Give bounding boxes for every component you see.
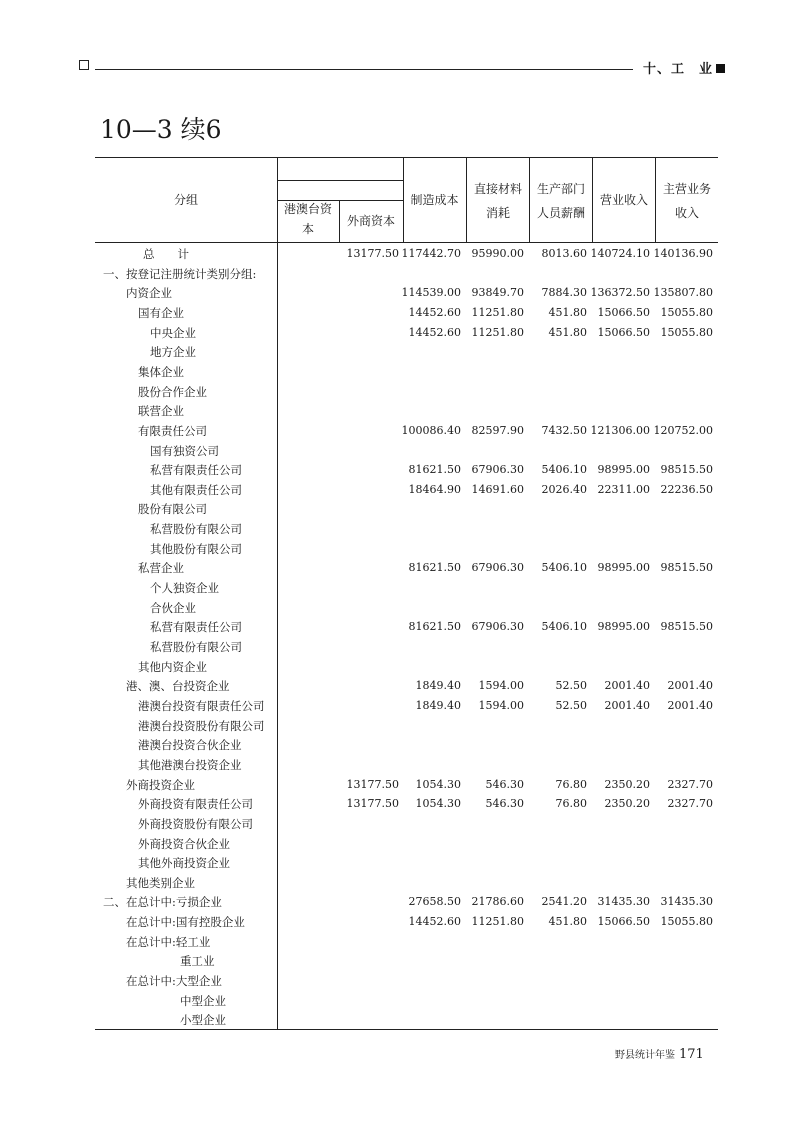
table-row — [95, 342, 718, 362]
table-row — [95, 283, 718, 303]
row-value: 98995.00 — [597, 620, 650, 634]
row-label: 港澳台投资合伙企业 — [138, 738, 242, 753]
table-row — [95, 834, 718, 854]
row-value: 2350.20 — [604, 797, 650, 811]
col-header-revenue: 营业收入 — [599, 193, 648, 207]
row-value: 22311.00 — [597, 482, 650, 496]
row-label: 一、按登记注册统计类别分组: — [103, 266, 257, 281]
table-row — [95, 814, 718, 834]
row-value: 15055.80 — [660, 325, 713, 339]
row-value: 15055.80 — [660, 305, 713, 319]
row-value: 13177.50 — [346, 797, 399, 811]
row-value: 117442.70 — [401, 247, 461, 260]
row-value: 18464.90 — [408, 482, 461, 496]
table-row — [95, 794, 718, 814]
row-value: 13177.50 — [346, 247, 399, 260]
col-header-main-revenue: 主营业务收入 — [662, 182, 711, 220]
row-label: 在总计中:轻工业 — [126, 934, 211, 949]
row-value: 2327.70 — [667, 797, 713, 811]
header-rule — [95, 69, 633, 70]
col-header-hk-capital: 港澳台资本 — [283, 202, 332, 236]
row-value: 14691.60 — [471, 482, 524, 496]
row-label: 地方企业 — [150, 345, 196, 360]
row-label: 集体企业 — [138, 364, 184, 379]
row-label: 其他有限责任公司 — [150, 482, 242, 497]
row-label: 其他类别企业 — [126, 875, 195, 890]
column-divider — [655, 157, 656, 242]
row-value: 31435.30 — [597, 895, 650, 909]
table-header-rule — [95, 242, 718, 243]
row-value: 14452.60 — [408, 305, 461, 319]
row-label: 股份合作企业 — [138, 384, 207, 399]
table-row — [95, 932, 718, 952]
table-row — [95, 657, 718, 677]
row-label: 私营有限责任公司 — [150, 463, 242, 478]
table-row — [95, 460, 718, 480]
filled-square-icon — [716, 64, 725, 73]
table-row — [95, 873, 718, 893]
column-divider — [592, 157, 593, 242]
col-header-prod-wages: 生产部门人员薪酬 — [536, 182, 585, 220]
row-label: 外商投资股份有限公司 — [138, 816, 253, 831]
row-value: 121306.00 — [590, 423, 650, 437]
row-label: 其他港澳台投资企业 — [138, 757, 242, 772]
row-value: 5406.10 — [541, 463, 587, 477]
row-value: 67906.30 — [471, 463, 524, 477]
table-row — [95, 676, 718, 696]
row-value: 2327.70 — [667, 777, 713, 791]
row-value: 5406.10 — [541, 561, 587, 575]
row-value: 98995.00 — [597, 463, 650, 477]
row-label: 二、在总计中:亏损企业 — [103, 895, 222, 910]
table-row — [95, 755, 718, 775]
page-number: 171 — [679, 1047, 704, 1062]
row-label: 外商投资合伙企业 — [138, 836, 230, 851]
row-value: 2001.40 — [667, 698, 713, 712]
row-value: 7432.50 — [541, 423, 587, 437]
row-value: 81621.50 — [408, 620, 461, 634]
table-row — [95, 539, 718, 559]
row-value: 15055.80 — [660, 915, 713, 929]
row-value: 8013.60 — [541, 247, 587, 260]
row-value: 2541.20 — [541, 895, 587, 909]
row-value: 81621.50 — [408, 463, 461, 477]
col-header-mfg-cost: 制造成本 — [410, 193, 459, 207]
table-row — [95, 991, 718, 1011]
row-label: 合伙企业 — [150, 600, 196, 615]
row-value: 1054.30 — [415, 777, 461, 791]
row-label: 港、澳、台投资企业 — [126, 679, 230, 694]
table-row — [95, 598, 718, 618]
row-value: 82597.90 — [471, 423, 524, 437]
row-label: 港澳台投资股份有限公司 — [138, 718, 265, 733]
table-row — [95, 480, 718, 500]
row-value: 98995.00 — [597, 561, 650, 575]
row-label: 个人独资企业 — [150, 581, 219, 596]
row-value: 81621.50 — [408, 561, 461, 575]
row-value: 22236.50 — [660, 482, 713, 496]
table-row — [95, 421, 718, 441]
table-row — [95, 617, 718, 637]
row-label: 私营有限责任公司 — [150, 620, 242, 635]
col-header-direct-material: 直接材料消耗 — [473, 182, 522, 220]
column-divider — [466, 157, 467, 242]
row-value: 1849.40 — [415, 679, 461, 693]
row-value: 15066.50 — [597, 915, 650, 929]
row-value: 52.50 — [555, 679, 587, 693]
row-value: 1054.30 — [415, 797, 461, 811]
row-value: 67906.30 — [471, 561, 524, 575]
table-row — [95, 951, 718, 971]
column-divider — [403, 157, 404, 242]
row-value: 451.80 — [548, 915, 587, 929]
table-row — [95, 401, 718, 421]
table-row — [95, 499, 718, 519]
row-value: 2001.40 — [604, 698, 650, 712]
row-value: 1594.00 — [478, 679, 524, 693]
row-label: 国有企业 — [138, 305, 184, 320]
table-row — [95, 1010, 718, 1030]
row-label: 其他股份有限公司 — [150, 541, 242, 556]
table-row — [95, 323, 718, 343]
row-value: 7884.30 — [541, 286, 587, 300]
row-label: 其他外商投资企业 — [138, 856, 230, 871]
row-value: 114539.00 — [401, 286, 461, 300]
table-row — [95, 362, 718, 382]
row-value: 27658.50 — [408, 895, 461, 909]
row-label: 股份有限公司 — [138, 502, 207, 517]
column-divider — [529, 157, 530, 242]
row-value: 14452.60 — [408, 915, 461, 929]
row-label: 总 计 — [143, 247, 189, 261]
row-value: 76.80 — [555, 777, 587, 791]
table-title: 10—3 续6 — [100, 115, 222, 144]
row-value: 451.80 — [548, 325, 587, 339]
table-row — [95, 441, 718, 461]
row-label: 小型企业 — [180, 1013, 226, 1028]
row-value: 93849.70 — [471, 286, 524, 300]
row-label: 私营企业 — [138, 561, 184, 576]
row-value: 52.50 — [555, 698, 587, 712]
section-label: 十、工 业 — [643, 58, 725, 77]
row-label: 内资企业 — [126, 286, 172, 301]
header-square-icon — [79, 60, 89, 70]
row-value: 15066.50 — [597, 305, 650, 319]
row-value: 140136.90 — [653, 247, 713, 260]
row-value: 100086.40 — [401, 423, 461, 437]
row-value: 2001.40 — [604, 679, 650, 693]
page-footer — [615, 1046, 704, 1062]
table-row — [95, 244, 718, 264]
row-value: 31435.30 — [660, 895, 713, 909]
table-row — [95, 578, 718, 598]
row-value: 546.30 — [485, 797, 524, 811]
column-divider — [339, 200, 340, 242]
row-value: 14452.60 — [408, 325, 461, 339]
table-row — [95, 971, 718, 991]
table-top-rule — [95, 157, 718, 158]
publication-name: 野县统计年鉴 — [615, 1050, 675, 1061]
row-value: 120752.00 — [653, 423, 713, 437]
row-label: 外商投资企业 — [126, 777, 195, 792]
row-value: 11251.80 — [471, 305, 524, 319]
row-label: 在总计中:大型企业 — [126, 974, 222, 989]
row-value: 95990.00 — [471, 247, 524, 260]
row-label: 重工业 — [180, 954, 215, 969]
table-row — [95, 735, 718, 755]
row-value: 136372.50 — [590, 286, 650, 300]
row-label: 中型企业 — [180, 993, 226, 1008]
row-value: 1849.40 — [415, 698, 461, 712]
table-row — [95, 637, 718, 657]
col-header-group: 分组 — [173, 193, 198, 207]
header-subrule — [277, 180, 403, 181]
row-label: 在总计中:国有控股企业 — [126, 915, 245, 930]
col-header-foreign-capital: 外商资本 — [346, 214, 395, 228]
table-row — [95, 853, 718, 873]
table-row — [95, 303, 718, 323]
table-row — [95, 892, 718, 912]
row-value: 11251.80 — [471, 325, 524, 339]
row-value: 5406.10 — [541, 620, 587, 634]
table-row — [95, 912, 718, 932]
row-label: 港澳台投资有限责任公司 — [138, 698, 265, 713]
row-value: 2001.40 — [667, 679, 713, 693]
row-value: 135807.80 — [653, 286, 713, 300]
row-value: 13177.50 — [346, 777, 399, 791]
table-row — [95, 264, 718, 284]
row-value: 11251.80 — [471, 915, 524, 929]
table-row — [95, 775, 718, 795]
row-value: 2026.40 — [541, 482, 587, 496]
row-value: 15066.50 — [597, 325, 650, 339]
row-value: 67906.30 — [471, 620, 524, 634]
table-row — [95, 519, 718, 539]
row-value: 98515.50 — [660, 561, 713, 575]
row-value: 21786.60 — [471, 895, 524, 909]
row-value: 98515.50 — [660, 620, 713, 634]
table-row — [95, 716, 718, 736]
row-value: 76.80 — [555, 797, 587, 811]
row-value: 546.30 — [485, 777, 524, 791]
table-row — [95, 696, 718, 716]
row-label: 中央企业 — [150, 325, 196, 340]
row-label: 国有独资公司 — [150, 443, 219, 458]
row-value: 2350.20 — [604, 777, 650, 791]
row-value: 451.80 — [548, 305, 587, 319]
row-label: 其他内资企业 — [138, 659, 207, 674]
row-label: 联营企业 — [138, 404, 184, 419]
row-value: 1594.00 — [478, 698, 524, 712]
row-value: 140724.10 — [590, 247, 650, 260]
row-label: 私营股份有限公司 — [150, 522, 242, 537]
table-row — [95, 558, 718, 578]
row-value: 98515.50 — [660, 463, 713, 477]
row-label: 外商投资有限责任公司 — [138, 797, 253, 812]
row-label: 有限责任公司 — [138, 423, 207, 438]
row-label: 私营股份有限公司 — [150, 640, 242, 654]
table-row — [95, 382, 718, 402]
